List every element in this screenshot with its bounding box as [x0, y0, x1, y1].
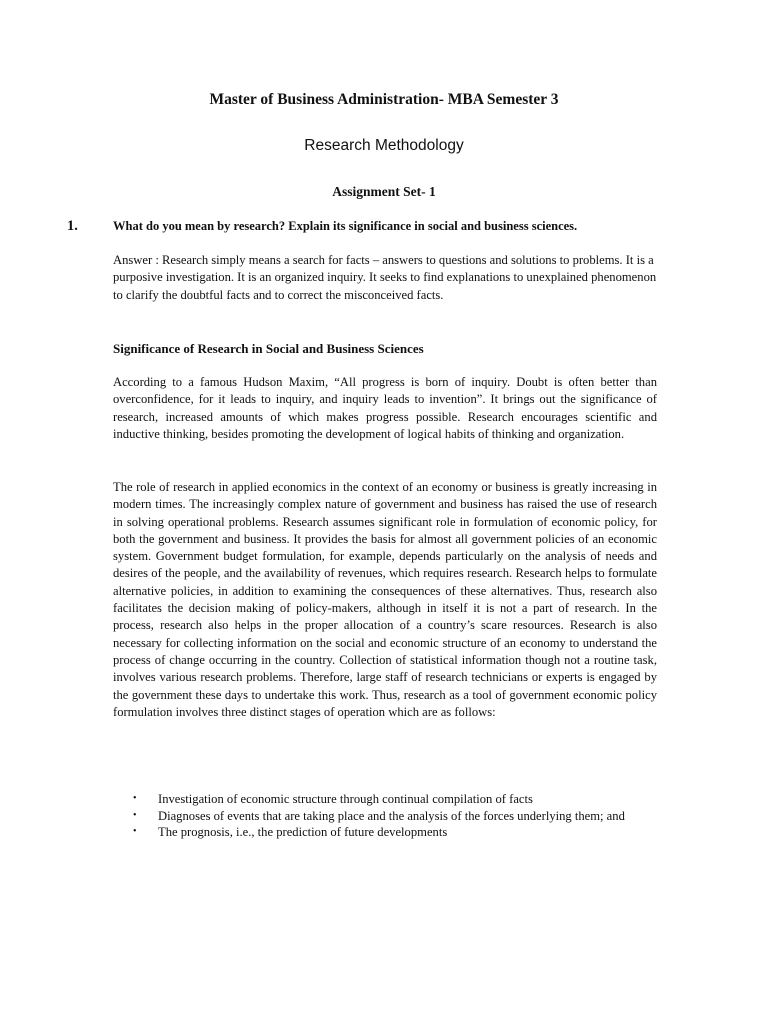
list-item-text: The prognosis, i.e., the prediction of future developments	[158, 825, 448, 839]
list-item	[113, 791, 657, 808]
document-title: Master of Business Administration- MBA Semester 3	[209, 91, 559, 108]
list-item-text: Diagnoses of events that are taking place and the analysis of the forces underlying them; and	[158, 808, 625, 823]
bullet-icon: •	[133, 826, 137, 837]
assignment-title: Assignment Set- 1	[332, 184, 436, 199]
subject-title: Research Methodology	[304, 137, 464, 154]
body-paragraph: According to a famous Hudson Maxim, “All progress is born of inquiry. Doubt is often better than overconfidence, for it leads to inquiry, and inquiry leads to invention”. It brings out the significance of research, increased amounts of which makes progress possible. Research encourages scientific and inductive thinking, besides promoting the development of logical habits of thinking and organization.	[113, 375, 657, 441]
section-heading: Significance of Research in Social and Business Sciences	[113, 341, 424, 356]
bullet-icon: •	[133, 793, 137, 804]
body-paragraph: The role of research in applied economics in the context of an economy or business is greatly increasing in modern times. The increasingly complex nature of government and business has raised the use of research in solving operational problems. Research assumes significant role in formulation of economic policy, for both the government and business. It provides the basis for almost all government policies of an economic system. Government budget formulation, for example, depends particularly on the analysis of needs and desires of the people, and the availability of revenues, which requires research. Research helps to formulate alternative policies, in addition to examining the consequences of these alternatives. Thus, research also facilitates the decision making of policy-makers, although in itself it is not a part of research. In the process, research also helps in the proper allocation of a country’s scare resources. Research is also necessary for collecting information on the social and economic structure of an economy to understand the process of change occurring in the country. Collection of statistical information though not a routine task, involves various research problems. Therefore, large staff of research technicians or experts is engaged by the government these days to undertake this work. Thus, research as a tool of government economic policy formulation involves three distinct stages of operation which are as follows:	[113, 480, 657, 719]
list-item	[113, 808, 657, 825]
answer-paragraph: Answer : Research simply means a search for facts – answers to questions and solutions to problems. It is a purposive investigation. It is an organized inquiry. It seeks to find explanations to unexplained phenomenon to clarify the doubtful facts and to correct the misconceived facts.	[113, 253, 657, 302]
question-number: 1.	[67, 218, 78, 234]
question-text: What do you mean by research? Explain its significance in social and business sciences.	[113, 219, 578, 233]
list-item-text: Investigation of economic structure through continual compilation of facts	[158, 792, 533, 806]
bullet-icon: •	[133, 809, 137, 821]
bullet-list	[113, 791, 657, 841]
list-item	[113, 824, 657, 841]
